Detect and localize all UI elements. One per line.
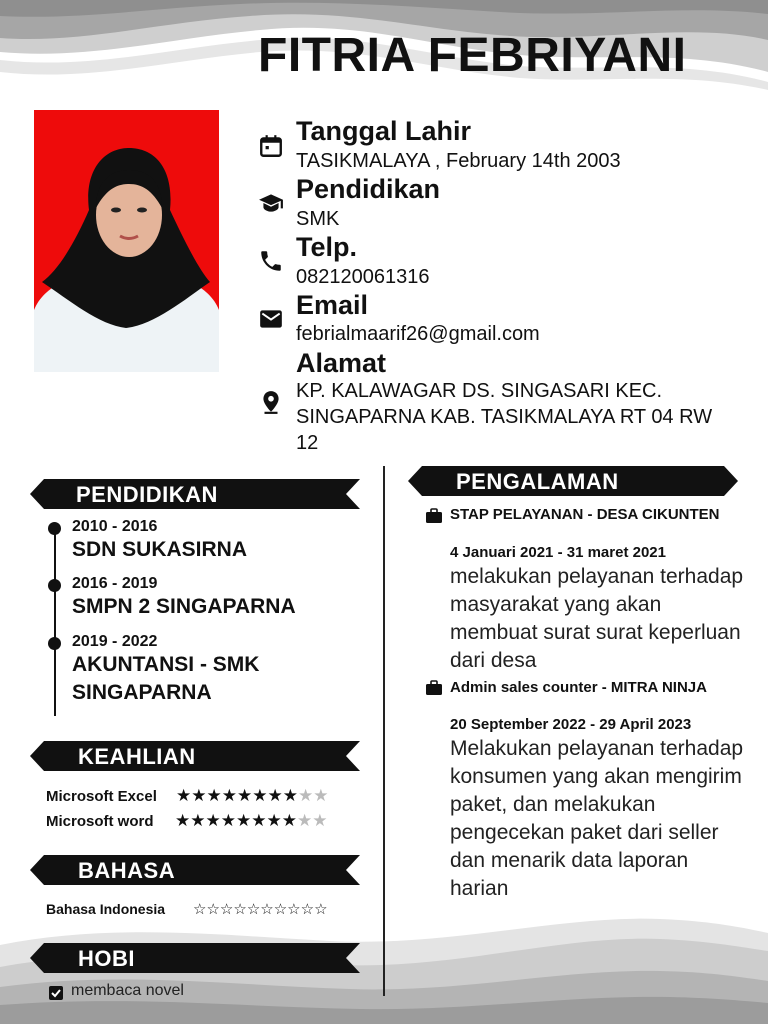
star-empty-icon: ★ [297, 811, 313, 830]
star-filled-icon: ★ [251, 811, 267, 830]
info-label-birth: Tanggal Lahir [296, 116, 472, 146]
star-outline-icon: ☆ [287, 901, 301, 918]
star-filled-icon: ★ [237, 786, 253, 805]
skill-rating-excel [176, 786, 329, 806]
education-timeline-line [54, 524, 56, 716]
info-label-phone: Telp. [296, 232, 358, 262]
experience-date-1: 4 Januari 2021 - 31 maret 2021 [450, 544, 666, 561]
checkbox-checked-icon [48, 985, 64, 1001]
info-value-education: SMK [296, 208, 340, 230]
star-filled-icon: ★ [205, 811, 221, 830]
hobby-item [48, 985, 64, 1006]
education-school-1: SDN SUKASIRNA [72, 538, 248, 561]
education-school-3: AKUNTANSI - SMK SINGAPARNA [72, 653, 260, 704]
calendar-icon [258, 133, 284, 159]
info-value-address: KP. KALAWAGAR DS. SINGASARI KEC. SINGAPARNA KAB. TASIKMALAYA RT 04 RW 12 [296, 380, 713, 454]
email-icon [258, 306, 284, 332]
skill-rating-word [175, 811, 328, 831]
graduation-cap-icon [258, 190, 284, 216]
star-filled-icon: ★ [220, 811, 236, 830]
info-icon-address [258, 389, 284, 420]
location-pin-icon [258, 389, 284, 415]
star-filled-icon: ★ [252, 786, 268, 805]
star-filled-icon: ★ [206, 786, 222, 805]
star-empty-icon: ★ [313, 786, 329, 805]
experience-icon-1 [426, 508, 442, 528]
section-heading-bahasa: BAHASA [78, 858, 176, 883]
education-years-2: 2016 - 2019 [72, 575, 158, 592]
star-outline-icon: ☆ [233, 901, 247, 918]
star-outline-icon: ☆ [273, 901, 288, 918]
star-filled-icon: ★ [176, 786, 192, 805]
star-outline-icon: ☆ [219, 901, 234, 918]
star-filled-icon: ★ [190, 811, 206, 830]
info-icon-education [258, 190, 284, 221]
experience-title-1: STAP PELAYANAN - DESA CIKUNTEN [450, 506, 720, 523]
info-label-email: Email [296, 290, 369, 320]
star-empty-icon: ★ [312, 811, 328, 830]
star-outline-icon: ☆ [193, 901, 207, 918]
star-filled-icon: ★ [175, 811, 191, 830]
language-rating-indonesia [193, 900, 328, 918]
info-value-phone: 082120061316 [296, 266, 430, 288]
section-heading-hobi: HOBI [78, 946, 135, 971]
briefcase-icon [426, 508, 442, 523]
timeline-dot [48, 579, 61, 592]
phone-icon [258, 248, 284, 274]
hobby-label: membaca novel [71, 982, 184, 999]
profile-photo [34, 110, 219, 372]
skill-label-word: Microsoft word [46, 813, 154, 830]
info-icon-phone [258, 248, 284, 279]
skill-label-excel: Microsoft Excel [46, 788, 157, 805]
info-icon-calendar [258, 133, 284, 164]
star-outline-icon: ☆ [300, 901, 315, 918]
star-filled-icon: ★ [267, 786, 283, 805]
info-value-email: febrialmaarif26@gmail.com [296, 323, 540, 345]
info-label-address: Alamat [296, 348, 387, 378]
education-years-3: 2019 - 2022 [72, 633, 158, 650]
experience-desc-2: Melakukan pelayanan terhadap konsumen yang akan mengirim paket, dan melakukan pengecekan paket dari seller dan menarik data laporan harian [450, 737, 744, 900]
section-heading-keahlian: KEAHLIAN [78, 744, 196, 769]
person-silhouette-icon [34, 110, 219, 372]
section-heading-pendidikan: PENDIDIKAN [76, 482, 218, 507]
star-outline-icon: ☆ [260, 901, 274, 918]
briefcase-icon [426, 680, 442, 695]
info-icon-email [258, 306, 284, 337]
star-filled-icon: ★ [266, 811, 282, 830]
info-label-education: Pendidikan [296, 174, 441, 204]
star-outline-icon: ☆ [246, 901, 261, 918]
timeline-dot [48, 522, 61, 535]
timeline-dot [48, 637, 61, 650]
education-years-1: 2010 - 2016 [72, 518, 158, 535]
language-label-indonesia: Bahasa Indonesia [46, 901, 166, 917]
star-filled-icon: ★ [281, 811, 297, 830]
info-value-birth: TASIKMALAYA , February 14th 2003 [296, 150, 621, 172]
star-empty-icon: ★ [298, 786, 314, 805]
experience-desc-1: melakukan pelayanan terhadap masyarakat yang akan membuat surat surat keperluan dari desa [450, 565, 744, 672]
column-divider [383, 466, 385, 996]
experience-title-2: Admin sales counter - MITRA NINJA [450, 679, 707, 696]
star-outline-icon: ☆ [314, 901, 328, 918]
star-outline-icon: ☆ [206, 901, 220, 918]
star-filled-icon: ★ [236, 811, 252, 830]
candidate-name: FITRIA FEBRIYANI [258, 29, 687, 82]
section-heading-pengalaman: PENGALAMAN [456, 469, 619, 494]
education-school-2: SMPN 2 SINGAPARNA [72, 595, 296, 618]
star-filled-icon: ★ [221, 786, 237, 805]
star-filled-icon: ★ [191, 786, 207, 805]
star-filled-icon: ★ [282, 786, 298, 805]
experience-icon-2 [426, 680, 442, 700]
experience-date-2: 20 September 2022 - 29 April 2023 [450, 716, 692, 733]
